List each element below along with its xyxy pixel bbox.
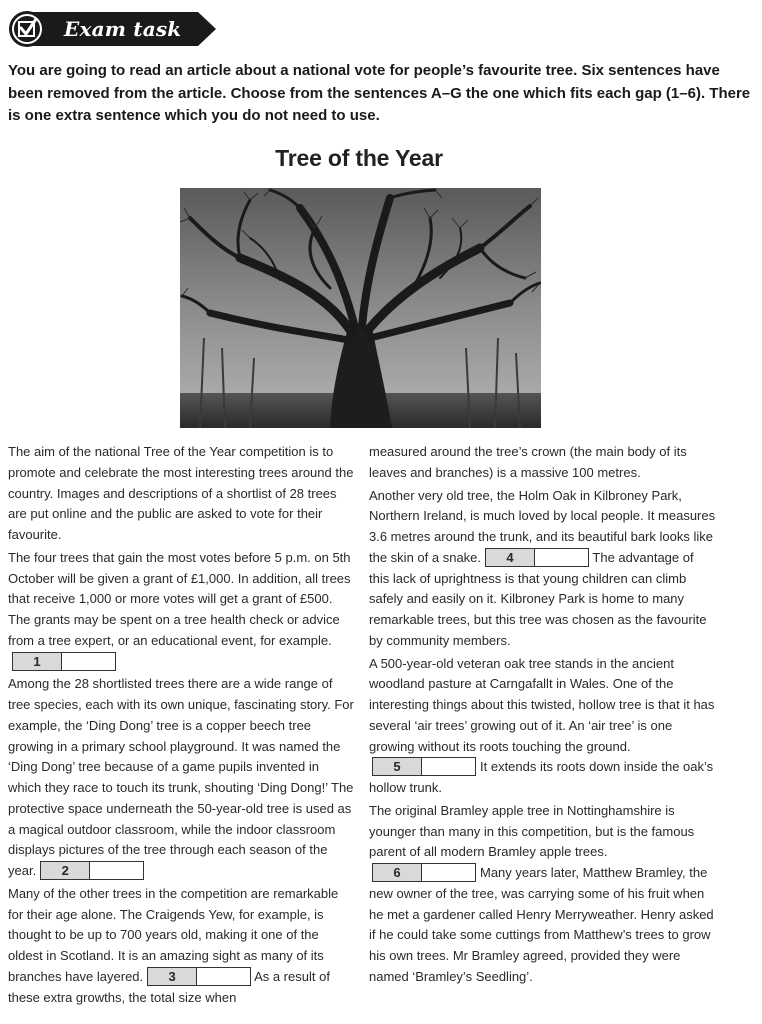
checkbox-tick-icon — [8, 10, 46, 48]
tree-photo — [180, 188, 541, 428]
paragraph — [369, 801, 717, 988]
gap-3-answer-box[interactable] — [147, 967, 251, 986]
gap-number: 6 — [373, 864, 422, 881]
paragraph-text: As a result of these extra growths, the total size when — [8, 968, 330, 1005]
gap-1-answer-box[interactable] — [12, 652, 116, 671]
paragraph-text: It extends its roots down inside the oak’s hollow trunk. — [369, 759, 714, 795]
paragraph — [369, 654, 717, 799]
banner-title: Exam task — [64, 17, 182, 41]
paragraph — [8, 884, 354, 1009]
task-instructions: You are going to read an article about a national vote for people’s favourite tree. Six sentences have been removed from the article. Choose from the sentences A–G the one which fits each gap (1–6). There is one extra sentence which you do not need to use. — [8, 62, 751, 124]
paragraph-text: A 500-year-old veteran oak tree stands in the ancient woodland pasture at Carngafallt in Wales. One of the interesting things about this twisted, hollow tree is that it has several ‘air trees’ growing out of it. An ‘air tree’ is one growing without its roots touching the ground. — [369, 655, 715, 754]
paragraph — [8, 674, 354, 882]
article-title: Tree of the Year — [275, 145, 443, 171]
gap-number: 2 — [41, 862, 90, 879]
paragraph-text: Many of the other trees in the competition are remarkable for their age alone. The Craigends Yew, for example, is thought to be up to 700 years old, making it one of the oldest in Scotland. It is an amazing sight as many of its branches have layered. — [8, 885, 339, 984]
gap-number: 3 — [148, 968, 197, 985]
paragraph-text: The advantage of this lack of uprightness is that young children can climb safely and easily on it. Kilbroney Park is home to many remarkable trees, but this tree was chosen as the favourite by community members. — [369, 549, 707, 648]
gap-6-answer-box[interactable] — [372, 863, 476, 882]
paragraph-text: Another very old tree, the Holm Oak in Kilbroney Park, Northern Ireland, is much loved by local people. It measures 3.6 metres around the trunk, and its beautiful bark looks like the skin of a snake. — [369, 487, 716, 565]
paragraph: measured around the tree’s crown (the main body of its leaves and branches) is a massive 100 metres. — [369, 444, 687, 480]
gap-4-answer-box[interactable] — [485, 548, 589, 567]
gap-5-answer-box[interactable] — [372, 757, 476, 776]
paragraph-text: Many years later, Matthew Bramley, the new owner of the tree, was carrying some of his fruit when he met a gardener called Henry Merryweather. Henry asked if he could take some cuttings from Matthew’s trees to grow his own trees. Mr Bramley agreed, provided they were named ‘Bramley’s Seedling’. — [369, 865, 714, 984]
gap-number: 1 — [13, 653, 62, 670]
paragraph-text: The original Bramley apple tree in Nottinghamshire is younger than many in this competition, but is the famous parent of all modern Bramley apple trees. — [369, 802, 695, 860]
paragraph — [8, 548, 354, 673]
paragraph-text: Among the 28 shortlisted trees there are a wide range of tree species, each with its own unique, fascinating story. For example, the ‘Ding Dong’ tree is a copper beech tree growing in a primary school playground. It was named the ‘Ding Dong’ tree because of a game pupils invented in which they race to touch its trunk, shouting ‘Ding Dong!’ The protective space underneath the 50-year-old tree is used as a magical outdoor classroom, while the indoor classroom displays pictures of the tree through each season of the year. — [8, 676, 354, 878]
paragraph: The aim of the national Tree of the Year competition is to promote and celebrate the most interesting trees around the country. Images and descriptions of a shortlist of 28 trees are put online and the public are asked to vote for their favourite. — [8, 444, 354, 542]
gap-2-answer-box[interactable] — [40, 861, 144, 880]
gap-number: 4 — [486, 549, 535, 566]
gap-number: 5 — [373, 758, 422, 775]
exam-task-banner — [8, 10, 218, 48]
article-right-column — [369, 442, 717, 990]
paragraph — [369, 486, 717, 652]
article-left-column — [8, 442, 354, 1010]
paragraph-text: The four trees that gain the most votes before 5 p.m. on 5th October will be given a grant of £1,000. In addition, all trees that receive 1,000 or more votes will get a grant of £500. The grants may be spent on a tree health check or advice from a tree expert, or an educational event, for example. — [8, 549, 351, 648]
